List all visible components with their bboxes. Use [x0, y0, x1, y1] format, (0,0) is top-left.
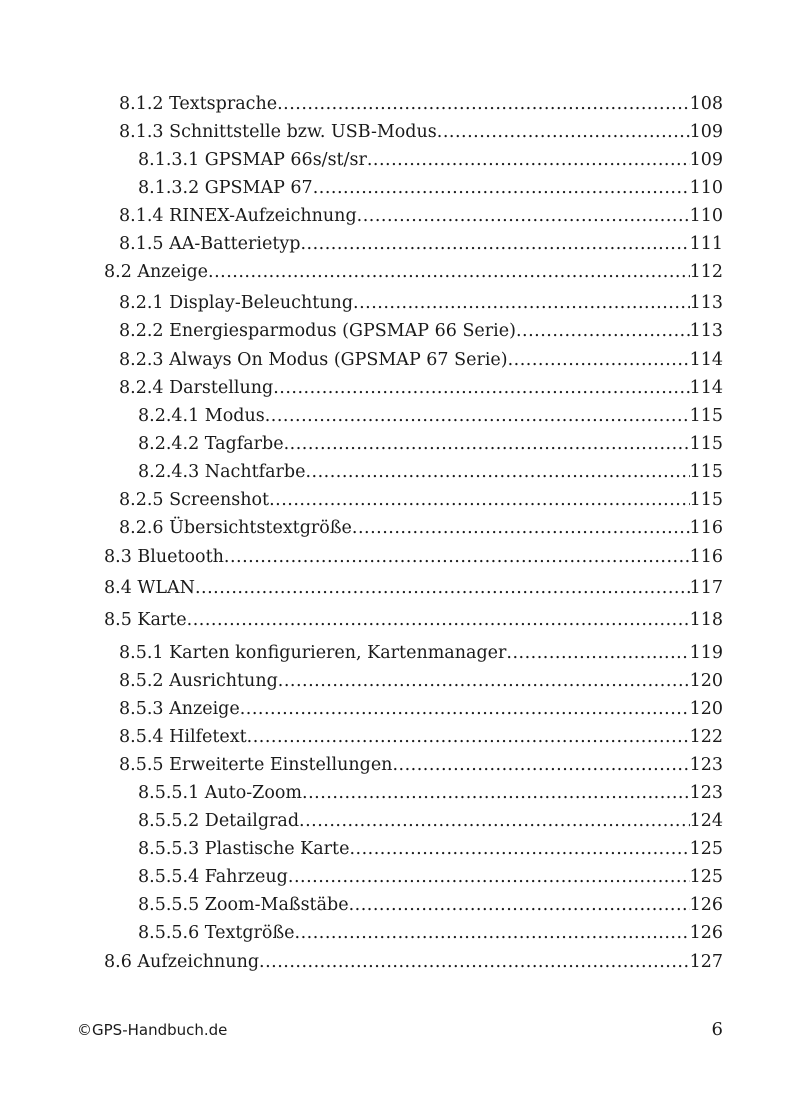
toc-entry-title: 8.2.4.2 Tagfarbe — [138, 434, 284, 454]
toc-entry-leader — [277, 91, 690, 117]
toc-entry-title: 8.2.1 Display-Beleuchtung — [119, 293, 354, 313]
footer-page-number: 6 — [711, 1019, 723, 1040]
toc-entry[interactable] — [119, 231, 723, 257]
toc-entry-title: 8.2.4.3 Nachtfarbe — [138, 462, 306, 482]
toc-entry-leader — [437, 119, 690, 145]
toc-entry-leader — [357, 203, 690, 229]
toc-entry-title: 8.1.3.1 GPSMAP 66s/st/sr — [138, 150, 367, 170]
toc-entry-leader — [224, 544, 690, 570]
toc-entry-page: 116 — [689, 547, 723, 567]
toc-entry-title: 8.6 Aufzeichnung — [104, 952, 260, 972]
toc-entry-leader — [367, 147, 690, 173]
toc-entry-page: 127 — [689, 952, 723, 972]
toc-entry-title: 8.1.3.2 GPSMAP 67 — [138, 178, 313, 198]
toc-entry[interactable] — [104, 575, 723, 601]
toc-entry-leader — [353, 290, 690, 316]
toc-entry[interactable] — [119, 640, 723, 666]
toc-entry-title: 8.4 WLAN — [104, 578, 195, 598]
toc-entry-page: 125 — [689, 839, 723, 859]
toc-entry-title: 8.2.5 Screenshot — [119, 490, 270, 510]
toc-entry-leader — [265, 403, 690, 429]
toc-entry-leader — [506, 640, 689, 666]
toc-entry[interactable] — [138, 175, 723, 201]
toc-entry-leader — [313, 175, 690, 201]
toc-entry-leader — [349, 892, 690, 918]
toc-entry-title: 8.2.3 Always On Modus (GPSMAP 67 Serie) — [119, 350, 508, 370]
toc-entry[interactable] — [104, 259, 723, 285]
toc-entry-title: 8.2.4.1 Modus — [138, 406, 265, 426]
toc-entry[interactable] — [119, 752, 723, 778]
toc-entry-page: 115 — [689, 462, 723, 482]
toc-entry[interactable] — [119, 91, 723, 117]
toc-entry-leader — [392, 752, 689, 778]
toc-entry-page: 123 — [689, 783, 723, 803]
toc-entry-title: 8.1.3 Schnittstelle bzw. USB-Modus — [119, 122, 437, 142]
toc-entry-title: 8.1.4 RINEX-Aufzeichnung — [119, 206, 357, 226]
toc-entry-page: 115 — [689, 434, 723, 454]
toc-entry-title: 8.5 Karte — [104, 610, 187, 630]
toc-entry-title: 8.1.2 Textsprache — [119, 94, 278, 114]
toc-entry-page: 114 — [689, 378, 723, 398]
toc-entry-page: 117 — [689, 578, 723, 598]
toc-entry-leader — [240, 696, 690, 722]
toc-entry[interactable] — [119, 203, 723, 229]
toc-entry-page: 109 — [689, 150, 723, 170]
toc-entry-title: 8.5.5 Erweiterte Einstellungen — [119, 755, 393, 775]
toc-entry[interactable] — [138, 431, 723, 457]
toc-entry-title: 8.5.1 Karten konfigurieren, Kartenmanager — [119, 643, 507, 663]
toc-entry[interactable] — [119, 668, 723, 694]
toc-entry-title: 8.5.5.4 Fahrzeug — [138, 867, 288, 887]
toc-entry-page: 118 — [689, 610, 723, 630]
toc-entry-page: 125 — [689, 867, 723, 887]
toc-entry-page: 111 — [689, 234, 723, 254]
toc-entry[interactable] — [104, 544, 723, 570]
toc-entry-title: 8.5.5.3 Plastische Karte — [138, 839, 350, 859]
toc-entry[interactable] — [119, 290, 723, 316]
toc-entry-leader — [195, 575, 690, 601]
toc-entry-leader — [259, 949, 690, 975]
footer-copyright: ©GPS-Handbuch.de — [77, 1021, 228, 1039]
toc-entry[interactable] — [119, 515, 723, 541]
toc-entry-page: 126 — [689, 923, 723, 943]
toc-entry-leader — [300, 231, 689, 257]
toc-entry-leader — [278, 668, 690, 694]
toc-entry-page: 113 — [689, 321, 723, 341]
toc-entry-page: 115 — [689, 406, 723, 426]
toc-entry-page: 116 — [689, 518, 723, 538]
toc-entry-page: 120 — [689, 671, 723, 691]
toc-entry-leader — [516, 318, 690, 344]
toc-entry-title: 8.5.5.1 Auto-Zoom — [138, 783, 303, 803]
toc-entry-title: 8.1.5 AA-Batterietyp — [119, 234, 301, 254]
toc-entry[interactable] — [138, 864, 723, 890]
toc-entry[interactable] — [104, 607, 723, 633]
toc-entry-page: 112 — [689, 262, 723, 282]
toc-entry-page: 109 — [689, 122, 723, 142]
toc-entry[interactable] — [138, 920, 723, 946]
toc-entry[interactable] — [119, 724, 723, 750]
toc-entry-leader — [508, 347, 690, 373]
toc-entry-leader — [352, 515, 690, 541]
toc-entry[interactable] — [138, 808, 723, 834]
toc-entry-leader — [288, 864, 690, 890]
toc-entry-leader — [273, 375, 689, 401]
toc-entry-leader — [284, 431, 690, 457]
toc-entry-leader — [247, 724, 690, 750]
toc-entry[interactable] — [119, 696, 723, 722]
toc-entry-page: 126 — [689, 895, 723, 915]
toc-entry-page: 110 — [689, 206, 723, 226]
toc-entry-title: 8.5.5.6 Textgröße — [138, 923, 295, 943]
toc-entry[interactable] — [138, 403, 723, 429]
toc-entry-leader — [305, 459, 689, 485]
toc-entry[interactable] — [104, 949, 723, 975]
toc-entry-leader — [295, 920, 690, 946]
toc-entry-page: 123 — [689, 755, 723, 775]
toc-entry-page: 122 — [689, 727, 723, 747]
toc-entry-page: 119 — [689, 643, 723, 663]
toc-entry-page: 110 — [689, 178, 723, 198]
toc-entry[interactable] — [138, 780, 723, 806]
toc-entry-title: 8.5.5.2 Detailgrad — [138, 811, 300, 831]
toc-entry-title: 8.2.6 Übersichtstextgröße — [119, 518, 352, 538]
toc-entry[interactable] — [119, 318, 723, 344]
toc-entry-title: 8.2 Anzeige — [104, 262, 209, 282]
toc-entry-title: 8.5.2 Ausrichtung — [119, 671, 278, 691]
toc-entry-leader — [302, 780, 690, 806]
toc-entry-title: 8.2.2 Energiesparmodus (GPSMAP 66 Serie) — [119, 321, 516, 341]
toc-entry[interactable] — [119, 487, 723, 513]
toc-entry-leader — [269, 487, 690, 513]
toc-entry[interactable] — [119, 347, 723, 373]
toc-entry-page: 114 — [689, 350, 723, 370]
toc-entry[interactable] — [119, 119, 723, 145]
toc-entry-page: 113 — [689, 293, 723, 313]
toc-entry[interactable] — [138, 892, 723, 918]
toc-entry-title: 8.5.4 Hilfetext — [119, 727, 247, 747]
toc-entry-leader — [349, 836, 689, 862]
toc-entry[interactable] — [138, 836, 723, 862]
toc-entry-page: 108 — [689, 94, 723, 114]
toc-entry-leader — [208, 259, 690, 285]
toc-entry-title: 8.2.4 Darstellung — [119, 378, 274, 398]
toc-entry-leader — [299, 808, 690, 834]
toc-entry-title: 8.3 Bluetooth — [104, 547, 224, 567]
toc-entry-page: 120 — [689, 699, 723, 719]
toc-entry-title: 8.5.3 Anzeige — [119, 699, 240, 719]
toc-entry-page: 115 — [689, 490, 723, 510]
toc-entry-leader — [187, 607, 690, 633]
toc-entry-page: 124 — [689, 811, 723, 831]
toc-entry[interactable] — [138, 459, 723, 485]
toc-entry[interactable] — [119, 375, 723, 401]
toc-entry[interactable] — [138, 147, 723, 173]
toc-entry-title: 8.5.5.5 Zoom-Maßstäbe — [138, 895, 349, 915]
